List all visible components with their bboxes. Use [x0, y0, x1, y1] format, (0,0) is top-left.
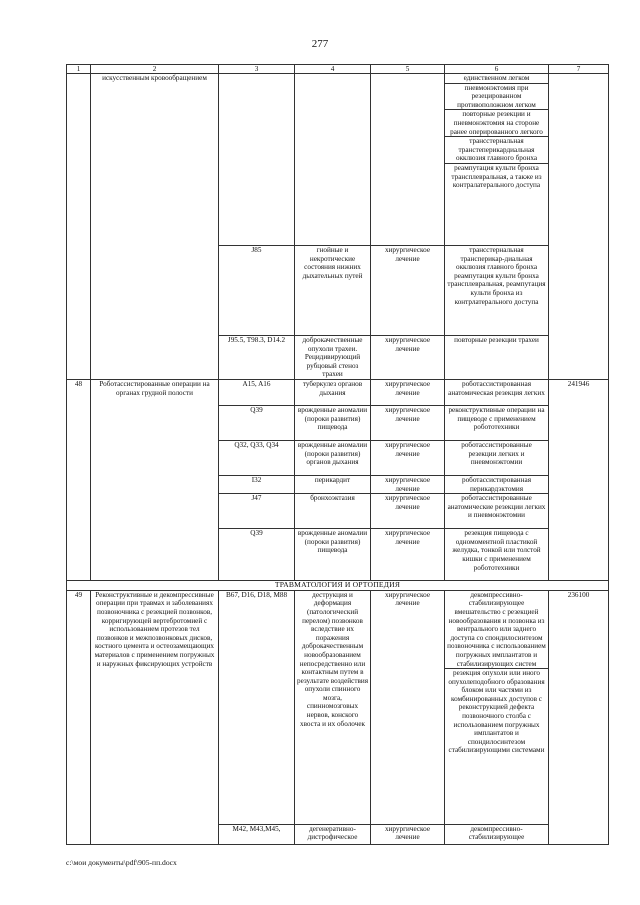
patient-model-cell: гнойные и некротические состояния нижних дыхательных путей [295, 246, 371, 336]
row-number-cell [67, 74, 91, 380]
patient-model-cell: бронхоэктазия [295, 494, 371, 529]
cost-cell [549, 74, 609, 380]
icd-code-cell: Q32, Q33, Q34 [219, 440, 295, 475]
col-header-3: 3 [219, 65, 295, 74]
patient-model-cell: врожденные аномалии (пороки развития) пищевода [295, 405, 371, 440]
icd-code-cell: M42, M43,M45, [219, 824, 295, 844]
treatment-type-cell: хирургическое лечение [371, 246, 445, 336]
method-cell: роботассистированная анатомическая резекция легких [445, 379, 549, 405]
method-item: трансстернальная транстеперикардиальная окклюзия главного бронха [445, 137, 548, 164]
icd-code-cell: J47 [219, 494, 295, 529]
icd-code-cell: Q39 [219, 529, 295, 581]
col-header-2: 2 [91, 65, 219, 74]
table-row [67, 590, 609, 824]
table-row [67, 74, 609, 246]
method-item: резекция опухоли или иного опухолеподобного образования блоком или частями из комбинированных доступов с реконструкцией дефекта позвоночного столба с использованием погружных имплантатов и спондилосинтезом стабилизирующими системами [448, 669, 545, 755]
section-heading-row [67, 581, 609, 591]
service-name-cell: искусственным кровообращением [91, 74, 219, 380]
method-cell: трансстернальная транcперикар-диальная окклюзия главного бронха реампутация культи бронха трансплевральная, реампутация культи бронха из контрлатерального доступа [445, 246, 549, 336]
method-cell: повторные резекции трахеи [445, 336, 549, 380]
treatment-type-cell [371, 74, 445, 246]
footer-file-path: c:\мои документы\pdf\905-пп.docx [66, 858, 177, 867]
services-table [66, 64, 609, 845]
method-cell: роботассистированные резекции легких и пневмонэктомии [445, 440, 549, 475]
patient-model-cell: деструкция и деформация (патологический перелом) позвонков вследствие их поражения доброкачественным новообразованием непосредственно или контактным путем в результате воздействия опухоли спинного мозга, спинномозговых нервов, конского хвоста и их оболочек [295, 590, 371, 824]
col-header-1: 1 [67, 65, 91, 74]
treatment-type-cell: хирургическое лечение [371, 440, 445, 475]
header-row [67, 65, 609, 74]
icd-code-cell: I32 [219, 475, 295, 493]
col-header-5: 5 [371, 65, 445, 74]
method-cell: роботассистированная перикардэктомия [445, 475, 549, 493]
treatment-type-cell: хирургическое лечение [371, 824, 445, 844]
service-name-cell: Реконструктивные и декомпрессивные операции при травмах и заболеваниях позвоночника с резекцией позвонков, корригирующей вертебротомией с использованием протезов тел позвонков и межпозвонковых дисков, костного цемента и остеозамещающих материалов с применением погружных и наружных фиксирующих устройств [91, 590, 219, 844]
treatment-type-cell: хирургическое лечение [371, 379, 445, 405]
method-item: реампутация культи бронха трансплевральная, а также из контралатерального доступа [451, 163, 542, 190]
treatment-type-cell: хирургическое лечение [371, 475, 445, 493]
patient-model-cell: туберкулез органов дыхания [295, 379, 371, 405]
patient-model-cell: перикардит [295, 475, 371, 493]
treatment-type-cell: хирургическое лечение [371, 494, 445, 529]
icd-code-cell: J85 [219, 246, 295, 336]
icd-code-cell [219, 74, 295, 246]
method-cell [445, 590, 549, 824]
treatment-type-cell: хирургическое лечение [371, 336, 445, 380]
method-cell: резекция пищевода с одномоментной пластикой желудка, тонкой или толстой кишки с применением робототехники [445, 529, 549, 581]
cost-cell: 236100 [549, 590, 609, 844]
icd-code-cell: B67, D16, D18, M88 [219, 590, 295, 824]
method-cell: реконструктивные операции на пищеводе с применением робототехники [445, 405, 549, 440]
row-number-cell: 48 [67, 379, 91, 580]
method-cell [445, 74, 549, 246]
treatment-type-cell: хирургическое лечение [371, 590, 445, 824]
method-cell: роботассистированные анатомические резекции легких и пневмонэктомии [445, 494, 549, 529]
col-header-4: 4 [295, 65, 371, 74]
method-item: повторные резекции и пневмонэктомия на стороне ранее оперированного легкого [445, 110, 548, 137]
patient-model-cell: врожденные аномалии (пороки развития) пищевода [295, 529, 371, 581]
treatment-type-cell: хирургическое лечение [371, 529, 445, 581]
patient-model-cell: дегенеративно-дистрофическое [295, 824, 371, 844]
row-number-cell: 49 [67, 590, 91, 844]
method-item: декомпрессивно-стабилизирующее вмешательство с резекцией новообразования и позвонка из вентрального или заднего доступа со спондилосинтезом позвоночника с использованием погружных имплантатов и стабилизирующих систем [445, 591, 548, 669]
section-title: ТРАВМАТОЛОГИЯ И ОРТОПЕДИЯ [67, 581, 609, 591]
patient-model-cell [295, 74, 371, 246]
col-header-7: 7 [549, 65, 609, 74]
method-cell: декомпрессивно-стабилизирующее [445, 824, 549, 844]
patient-model-cell: врожденные аномалии (пороки развития) органов дыхания [295, 440, 371, 475]
cost-cell: 241946 [549, 379, 609, 580]
icd-code-cell: J95.5, T98.3, D14.2 [219, 336, 295, 380]
col-header-6: 6 [445, 65, 549, 74]
treatment-type-cell: хирургическое лечение [371, 405, 445, 440]
page-number: 277 [311, 38, 329, 50]
icd-code-cell: Q39 [219, 405, 295, 440]
table-row [67, 379, 609, 405]
icd-code-cell: A15, A16 [219, 379, 295, 405]
service-name-cell: Роботассистированные операции на органах грудной полости [91, 379, 219, 580]
method-item: пневмонэктомия при резецированном противоположном легком [445, 84, 548, 111]
patient-model-cell: доброкачественные опухоли трахеи. Рецидивирующий рубцовый стеноз трахеи [295, 336, 371, 380]
method-item: единственном легком [445, 74, 548, 84]
